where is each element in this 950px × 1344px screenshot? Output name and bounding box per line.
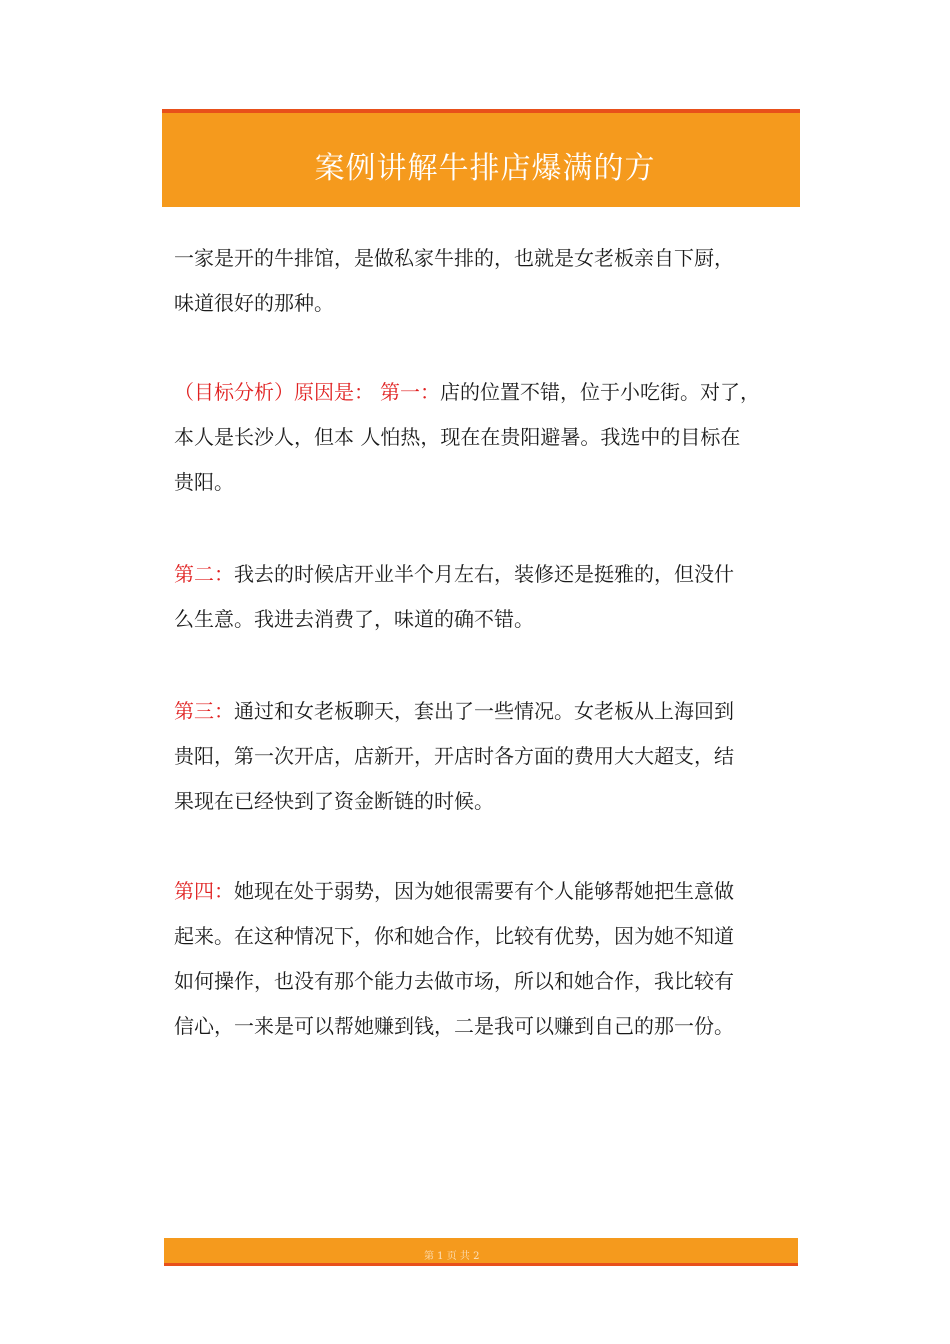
text-line: 味道很好的那种。 (174, 291, 334, 315)
text-line: 一家是开的牛排馆，是做私家牛排的，也就是女老板亲自下厨， (174, 246, 734, 270)
page-number: 第 1 页 共 2 (424, 1251, 480, 1262)
text-line: 起来。在这种情况下，你和她合作，比较有优势，因为她不知道 (174, 924, 734, 948)
text-line: 第四：她现在处于弱势，因为她很需要有个人能够帮她把生意做 (174, 879, 734, 903)
point-label: 第二： (174, 562, 234, 586)
paragraph-point-2 (174, 552, 734, 642)
paragraph-point-4 (174, 869, 734, 1049)
header-banner (162, 109, 800, 207)
text-line: 如何操作，也没有那个能力去做市场，所以和她合作，我比较有 (174, 969, 734, 993)
document-title: 案例讲解牛排店爆满的方 (314, 151, 656, 186)
text-line: 贵阳。 (174, 470, 234, 494)
text-line: 贵阳，第一次开店，店新开，开店时各方面的费用大大超支，结 (174, 744, 734, 768)
text-line: 么生意。我进去消费了，味道的确不错。 (174, 607, 534, 631)
section-label: （目标分析）原因是： (174, 380, 374, 404)
text-line: 信心，一来是可以帮她赚到钱，二是我可以赚到自己的那一份。 (174, 1014, 734, 1038)
text-line: 果现在已经快到了资金断链的时候。 (174, 789, 494, 813)
paragraph-intro (174, 236, 734, 326)
text-line: 本人是长沙人，但本 人怕热，现在在贵阳避暑。我选中的目标在 (174, 425, 741, 449)
paragraph-point-1 (174, 370, 760, 505)
footer-banner (164, 1238, 798, 1266)
text-line: 第三：通过和女老板聊天，套出了一些情况。女老板从上海回到 (174, 699, 734, 723)
text-line: 第二：我去的时候店开业半个月左右，装修还是挺雅的，但没什 (174, 562, 734, 586)
point-label: 第一： (380, 380, 440, 404)
paragraph-point-3 (174, 689, 734, 824)
point-label: 第四： (174, 879, 234, 903)
text-line: （目标分析）原因是： 第一：店的位置不错，位于小吃街。对了， (174, 380, 760, 404)
point-label: 第三： (174, 699, 234, 723)
